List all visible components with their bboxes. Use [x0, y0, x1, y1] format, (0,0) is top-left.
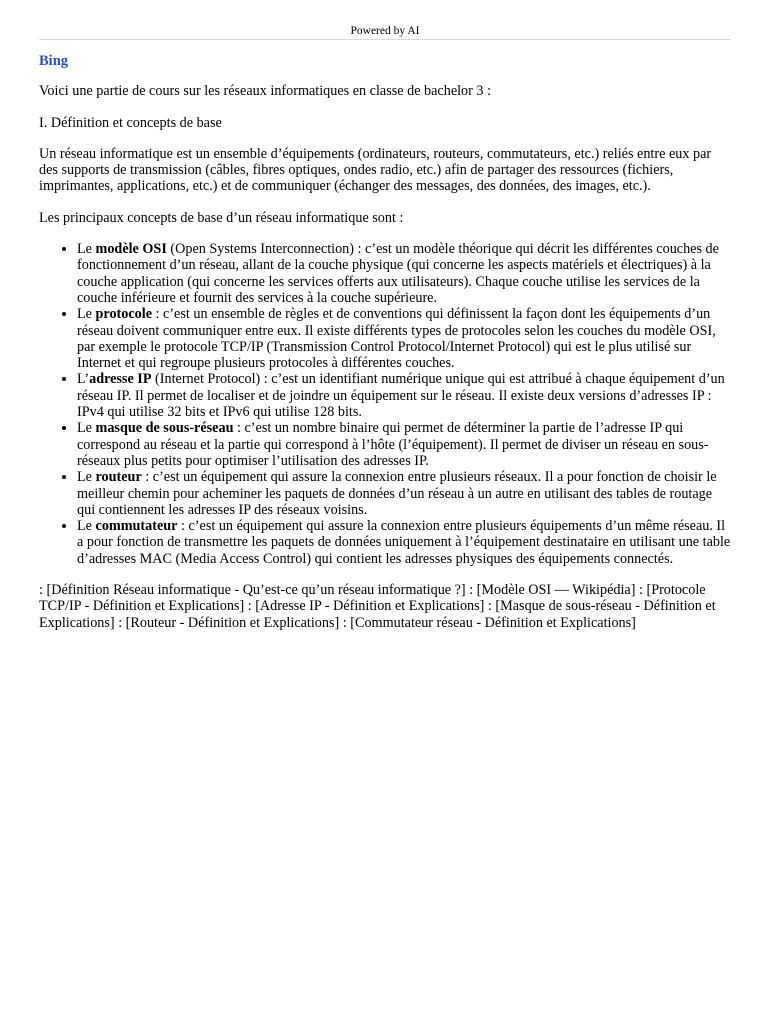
concept-text: (Open Systems Interconnection) : c’est un modèle théorique qui décrit les différentes couches de fonctionnement d’un réseau, allant de la couche physique (qui concerne les aspects matériels et électriques) à la couche application (qui concerne les services offerts aux utilisateurs). Chaque couche utilise les services de la couche inférieure et fournit des services à la couche supérieure. — [77, 241, 719, 306]
list-item — [77, 420, 731, 469]
concept-term: protocole — [95, 306, 152, 323]
concepts-list — [39, 241, 731, 567]
list-item — [77, 371, 731, 420]
concept-text: : c’est un nombre binaire qui permet de déterminer la partie de l’adresse IP qui correspond au réseau et la partie qui correspond à l’hôte (l’équipement). Il permet de diviser un réseau en sous-réseaux plus petits pour optimiser l’utilisation des adresses IP. — [77, 420, 709, 469]
concept-term: modèle OSI — [95, 241, 167, 258]
list-item — [77, 306, 731, 371]
sources-paragraph: : [Définition Réseau informatique - Qu’est-ce qu’un réseau informatique ?] : [Modèle OSI — Wikipédia] : [Protocole TCP/IP - Définition et Explications] : [Adresse IP - Définition et Explications] : [Masque de sous-réseau - Définition et Explications] : [Routeur - Définition et Explications] : [Commutateur réseau - Définition et Explications] — [39, 582, 716, 631]
concept-prefix: Le — [77, 518, 96, 535]
author-name: Bing — [39, 53, 69, 69]
concept-prefix: Le — [77, 420, 96, 437]
concept-term: masque de sous-réseau — [95, 420, 234, 437]
concept-text: : c’est un équipement qui assure la connexion entre plusieurs réseaux. Il a pour fonction de choisir le meilleur chemin pour acheminer les paquets de données d’un réseau à un autre en utilisant des tables de routage qui contiennent les adresses IP des réseaux voisins. — [77, 469, 717, 518]
concept-text: : c’est un ensemble de règles et de conventions qui définissent la façon dont les équipements d’un réseau doivent communiquer entre eux. Il existe différents types de protocoles selon les couches du modèle OSI, par exemple le protocole TCP/IP (Transmission Control Protocol/Internet Protocol) qui est le plus utilisé sur Internet et qui regroupe plusieurs protocoles à différentes couches. — [77, 306, 716, 372]
list-item — [77, 518, 731, 567]
concept-text: (Internet Protocol) : c’est un identifiant numérique unique qui est attribué à chaque équipement d’un réseau IP. Il permet de localiser et de joindre un équipement sur le réseau. Il existe deux versions d’adresses IP : IPv4 qui utilise 32 bits et IPv6 qui utilise 128 bits. — [77, 371, 725, 421]
section-title: I. Définition et concepts de base — [39, 114, 222, 131]
list-item — [77, 241, 731, 306]
concept-term: commutateur — [95, 518, 178, 535]
concept-term: routeur — [95, 469, 142, 486]
definition-paragraph: Un réseau informatique est un ensemble d’équipements (ordinateurs, routeurs, commutateurs, etc.) reliés entre eux par des supports de transmission (câbles, fibres optiques, ondes radio, etc.) afin de partager des ressources (fichiers, imprimantes, applications, etc.) et de communiquer (échanger des messages, des données, des images, etc.). — [39, 145, 712, 195]
powered-by-label: Powered by AI — [350, 25, 420, 37]
concept-text: : c’est un équipement qui assure la connexion entre plusieurs équipements d’un même réseau. Il a pour fonction de transmettre les paquets de données uniquement à l’équipement destinataire en utilisant une table d’adresses MAC (Media Access Control) qui contient les adresses physiques des équipements connectés. — [77, 518, 731, 567]
intro-paragraph: Voici une partie de cours sur les réseaux informatiques en classe de bachelor 3 : — [39, 83, 492, 100]
message-content — [39, 53, 731, 646]
list-item — [77, 469, 731, 518]
concept-prefix: Le — [77, 306, 96, 323]
concept-prefix: L’ — [77, 371, 90, 388]
powered-by-header — [39, 24, 731, 40]
concept-prefix: Le — [77, 241, 96, 258]
concepts-intro: Les principaux concepts de base d’un réseau informatique sont : — [39, 209, 404, 226]
concept-term: adresse IP — [89, 371, 152, 388]
concept-prefix: Le — [77, 469, 96, 486]
